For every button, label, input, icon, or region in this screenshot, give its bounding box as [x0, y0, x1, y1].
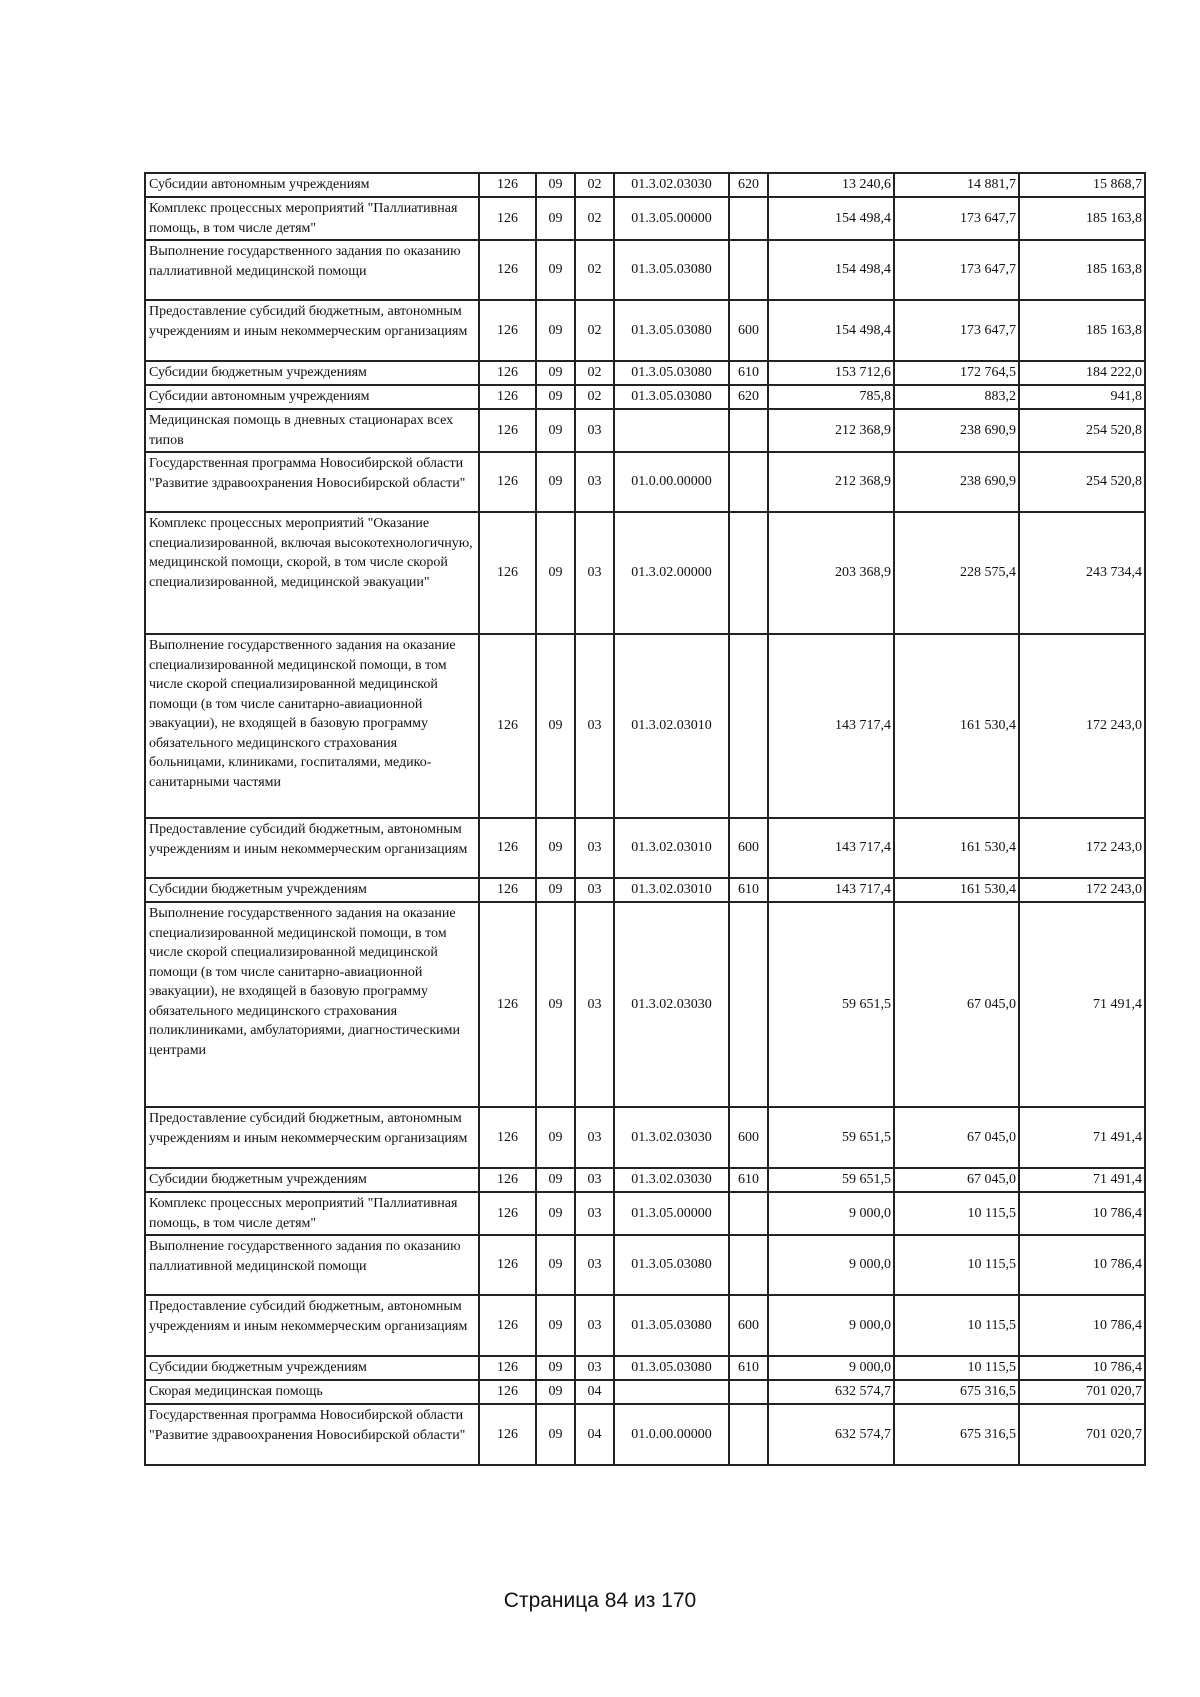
- row-amount-year2: 238 690,9: [894, 452, 1019, 512]
- row-amount-year3: 71 491,4: [1019, 1168, 1145, 1192]
- row-grbs: 126: [479, 1356, 536, 1380]
- row-pr: 04: [575, 1380, 614, 1404]
- row-amount-year1: 59 651,5: [768, 902, 894, 1107]
- row-vr: 600: [729, 1107, 768, 1168]
- row-name: Выполнение государственного задания по оказанию паллиативной медицинской помощи: [145, 1235, 479, 1295]
- row-rz: 09: [536, 385, 575, 409]
- row-amount-year3: 10 786,4: [1019, 1235, 1145, 1295]
- row-csr: 01.3.05.00000: [614, 1192, 729, 1235]
- row-grbs: 126: [479, 409, 536, 452]
- row-csr: 01.3.05.03080: [614, 385, 729, 409]
- row-rz: 09: [536, 878, 575, 902]
- table-row: [145, 1168, 1145, 1192]
- row-grbs: 126: [479, 1107, 536, 1168]
- row-amount-year3: 10 786,4: [1019, 1192, 1145, 1235]
- budget-table-body: [145, 173, 1145, 1465]
- row-csr: 01.3.05.03080: [614, 240, 729, 300]
- row-csr: 01.3.02.03030: [614, 173, 729, 197]
- row-amount-year1: 9 000,0: [768, 1235, 894, 1295]
- row-rz: 09: [536, 197, 575, 240]
- row-csr: 01.3.02.03030: [614, 1168, 729, 1192]
- table-row: [145, 1356, 1145, 1380]
- row-rz: 09: [536, 300, 575, 361]
- row-grbs: 126: [479, 240, 536, 300]
- row-amount-year1: 785,8: [768, 385, 894, 409]
- row-pr: 02: [575, 173, 614, 197]
- row-pr: 03: [575, 1356, 614, 1380]
- row-pr: 03: [575, 1295, 614, 1356]
- row-pr: 03: [575, 902, 614, 1107]
- row-amount-year3: 701 020,7: [1019, 1404, 1145, 1465]
- table-row: [145, 197, 1145, 240]
- table-row: [145, 1235, 1145, 1295]
- row-amount-year1: 9 000,0: [768, 1295, 894, 1356]
- row-csr: 01.3.05.03080: [614, 1356, 729, 1380]
- row-rz: 09: [536, 1295, 575, 1356]
- row-vr: [729, 240, 768, 300]
- row-csr: 01.3.02.03010: [614, 818, 729, 878]
- row-csr: 01.3.05.03080: [614, 1235, 729, 1295]
- table-row: [145, 902, 1145, 1107]
- row-name: Субсидии автономным учреждениям: [145, 173, 479, 197]
- row-name: Медицинская помощь в дневных стационарах всех типов: [145, 409, 479, 452]
- row-amount-year3: 184 222,0: [1019, 361, 1145, 385]
- row-vr: 620: [729, 173, 768, 197]
- row-amount-year2: 675 316,5: [894, 1404, 1019, 1465]
- row-grbs: 126: [479, 361, 536, 385]
- row-vr: 610: [729, 878, 768, 902]
- row-csr: 01.3.02.03030: [614, 902, 729, 1107]
- row-csr: 01.3.05.00000: [614, 197, 729, 240]
- row-amount-year1: 9 000,0: [768, 1356, 894, 1380]
- table-row: [145, 1404, 1145, 1465]
- row-amount-year2: 161 530,4: [894, 634, 1019, 818]
- row-amount-year1: 143 717,4: [768, 634, 894, 818]
- row-csr: 01.0.00.00000: [614, 452, 729, 512]
- row-amount-year1: 632 574,7: [768, 1404, 894, 1465]
- row-grbs: 126: [479, 818, 536, 878]
- row-pr: 02: [575, 240, 614, 300]
- row-amount-year2: 67 045,0: [894, 1168, 1019, 1192]
- row-grbs: 126: [479, 173, 536, 197]
- row-vr: 620: [729, 385, 768, 409]
- row-name: Комплекс процессных мероприятий "Паллиативная помощь, в том числе детям": [145, 197, 479, 240]
- row-vr: [729, 1235, 768, 1295]
- row-vr: [729, 512, 768, 634]
- row-grbs: 126: [479, 1380, 536, 1404]
- row-rz: 09: [536, 361, 575, 385]
- row-pr: 03: [575, 1168, 614, 1192]
- row-grbs: 126: [479, 634, 536, 818]
- row-csr: 01.3.05.03080: [614, 300, 729, 361]
- table-row: [145, 878, 1145, 902]
- row-name: Субсидии бюджетным учреждениям: [145, 878, 479, 902]
- row-amount-year3: 10 786,4: [1019, 1356, 1145, 1380]
- row-amount-year3: 172 243,0: [1019, 818, 1145, 878]
- row-amount-year3: 941,8: [1019, 385, 1145, 409]
- row-vr: 610: [729, 1356, 768, 1380]
- row-amount-year1: 9 000,0: [768, 1192, 894, 1235]
- row-csr: 01.0.00.00000: [614, 1404, 729, 1465]
- row-rz: 09: [536, 1235, 575, 1295]
- table-row: [145, 361, 1145, 385]
- row-rz: 09: [536, 1380, 575, 1404]
- row-amount-year2: 14 881,7: [894, 173, 1019, 197]
- row-csr: 01.3.02.03010: [614, 634, 729, 818]
- row-name: Государственная программа Новосибирской области "Развитие здравоохранения Новосибирской области": [145, 452, 479, 512]
- row-pr: 03: [575, 818, 614, 878]
- row-csr: 01.3.02.00000: [614, 512, 729, 634]
- row-amount-year2: 172 764,5: [894, 361, 1019, 385]
- row-csr: 01.3.05.03080: [614, 1295, 729, 1356]
- row-pr: 02: [575, 197, 614, 240]
- table-row: [145, 634, 1145, 818]
- row-amount-year1: 13 240,6: [768, 173, 894, 197]
- row-name: Предоставление субсидий бюджетным, автономным учреждениям и иным некоммерческим организациям: [145, 1107, 479, 1168]
- row-grbs: 126: [479, 878, 536, 902]
- row-csr: 01.3.02.03010: [614, 878, 729, 902]
- row-rz: 09: [536, 409, 575, 452]
- row-name: Субсидии бюджетным учреждениям: [145, 1168, 479, 1192]
- row-amount-year2: 10 115,5: [894, 1192, 1019, 1235]
- table-row: [145, 173, 1145, 197]
- row-amount-year2: 67 045,0: [894, 1107, 1019, 1168]
- row-amount-year3: 243 734,4: [1019, 512, 1145, 634]
- table-row: [145, 385, 1145, 409]
- row-grbs: 126: [479, 385, 536, 409]
- row-vr: [729, 902, 768, 1107]
- row-vr: [729, 197, 768, 240]
- row-pr: 02: [575, 361, 614, 385]
- row-amount-year2: 161 530,4: [894, 818, 1019, 878]
- row-amount-year2: 238 690,9: [894, 409, 1019, 452]
- row-amount-year2: 67 045,0: [894, 902, 1019, 1107]
- row-name: Субсидии автономным учреждениям: [145, 385, 479, 409]
- table-row: [145, 452, 1145, 512]
- row-rz: 09: [536, 452, 575, 512]
- row-amount-year2: 173 647,7: [894, 240, 1019, 300]
- row-rz: 09: [536, 902, 575, 1107]
- row-vr: 610: [729, 361, 768, 385]
- row-amount-year3: 185 163,8: [1019, 300, 1145, 361]
- row-name: Выполнение государственного задания по оказанию паллиативной медицинской помощи: [145, 240, 479, 300]
- row-amount-year1: 154 498,4: [768, 240, 894, 300]
- row-name: Выполнение государственного задания на оказание специализированной медицинской помощи, в том числе скорой специализированной медицинской помощи (в том числе санитарно-авиационной эвакуации), не входящей в базовую программу обязательного медицинского страхования больницами, клиниками, госпиталями, медико-санитарными частями: [145, 634, 479, 818]
- row-rz: 09: [536, 1192, 575, 1235]
- row-amount-year3: 10 786,4: [1019, 1295, 1145, 1356]
- row-name: Предоставление субсидий бюджетным, автономным учреждениям и иным некоммерческим организациям: [145, 818, 479, 878]
- row-grbs: 126: [479, 1192, 536, 1235]
- row-csr: 01.3.05.03080: [614, 361, 729, 385]
- row-amount-year1: 153 712,6: [768, 361, 894, 385]
- row-pr: 03: [575, 452, 614, 512]
- table-row: [145, 512, 1145, 634]
- row-grbs: 126: [479, 1168, 536, 1192]
- row-grbs: 126: [479, 512, 536, 634]
- row-rz: 09: [536, 240, 575, 300]
- row-amount-year2: 228 575,4: [894, 512, 1019, 634]
- row-name: Субсидии бюджетным учреждениям: [145, 361, 479, 385]
- row-name: Выполнение государственного задания на оказание специализированной медицинской помощи, в том числе скорой специализированной медицинской помощи (в том числе санитарно-авиационной эвакуации), не входящей в базовую программу обязательного медицинского страхования поликлиниками, амбулаториями, диагностическими центрами: [145, 902, 479, 1107]
- row-amount-year3: 71 491,4: [1019, 1107, 1145, 1168]
- row-grbs: 126: [479, 197, 536, 240]
- row-amount-year2: 10 115,5: [894, 1295, 1019, 1356]
- row-name: Предоставление субсидий бюджетным, автономным учреждениям и иным некоммерческим организациям: [145, 1295, 479, 1356]
- row-vr: [729, 1192, 768, 1235]
- row-amount-year2: 10 115,5: [894, 1235, 1019, 1295]
- row-rz: 09: [536, 512, 575, 634]
- table-row: [145, 409, 1145, 452]
- table-row: [145, 300, 1145, 361]
- page-number: Страница 84 из 170: [503, 1589, 697, 1612]
- row-pr: 02: [575, 300, 614, 361]
- row-name: Государственная программа Новосибирской области "Развитие здравоохранения Новосибирской области": [145, 1404, 479, 1465]
- table-row: [145, 1107, 1145, 1168]
- row-amount-year2: 173 647,7: [894, 197, 1019, 240]
- row-vr: 600: [729, 300, 768, 361]
- row-csr: 01.3.02.03030: [614, 1107, 729, 1168]
- row-amount-year3: 254 520,8: [1019, 452, 1145, 512]
- row-pr: 03: [575, 1192, 614, 1235]
- row-grbs: 126: [479, 452, 536, 512]
- row-vr: [729, 409, 768, 452]
- row-amount-year3: 254 520,8: [1019, 409, 1145, 452]
- row-amount-year3: 71 491,4: [1019, 902, 1145, 1107]
- row-rz: 09: [536, 1356, 575, 1380]
- row-amount-year2: 161 530,4: [894, 878, 1019, 902]
- row-amount-year2: 675 316,5: [894, 1380, 1019, 1404]
- row-pr: 03: [575, 512, 614, 634]
- row-amount-year3: 172 243,0: [1019, 634, 1145, 818]
- row-pr: 03: [575, 409, 614, 452]
- row-grbs: 126: [479, 1404, 536, 1465]
- row-rz: 09: [536, 1168, 575, 1192]
- row-grbs: 126: [479, 1295, 536, 1356]
- row-pr: 04: [575, 1404, 614, 1465]
- row-vr: 610: [729, 1168, 768, 1192]
- row-vr: [729, 634, 768, 818]
- row-vr: 600: [729, 1295, 768, 1356]
- row-csr: [614, 409, 729, 452]
- row-pr: 03: [575, 1107, 614, 1168]
- row-amount-year1: 154 498,4: [768, 197, 894, 240]
- row-amount-year1: 143 717,4: [768, 818, 894, 878]
- row-amount-year2: 173 647,7: [894, 300, 1019, 361]
- row-rz: 09: [536, 173, 575, 197]
- row-amount-year1: 203 368,9: [768, 512, 894, 634]
- row-pr: 03: [575, 878, 614, 902]
- row-name: Комплекс процессных мероприятий "Паллиативная помощь, в том числе детям": [145, 1192, 479, 1235]
- row-pr: 03: [575, 634, 614, 818]
- row-amount-year3: 701 020,7: [1019, 1380, 1145, 1404]
- row-vr: [729, 1404, 768, 1465]
- row-amount-year3: 185 163,8: [1019, 240, 1145, 300]
- row-amount-year1: 154 498,4: [768, 300, 894, 361]
- row-amount-year3: 15 868,7: [1019, 173, 1145, 197]
- row-rz: 09: [536, 1107, 575, 1168]
- row-rz: 09: [536, 1404, 575, 1465]
- row-grbs: 126: [479, 300, 536, 361]
- row-csr: [614, 1380, 729, 1404]
- row-amount-year1: 632 574,7: [768, 1380, 894, 1404]
- table-row: [145, 1380, 1145, 1404]
- row-name: Предоставление субсидий бюджетным, автономным учреждениям и иным некоммерческим организациям: [145, 300, 479, 361]
- row-amount-year3: 185 163,8: [1019, 197, 1145, 240]
- row-rz: 09: [536, 634, 575, 818]
- table-row: [145, 818, 1145, 878]
- row-amount-year1: 212 368,9: [768, 409, 894, 452]
- row-amount-year1: 59 651,5: [768, 1107, 894, 1168]
- row-name: Скорая медицинская помощь: [145, 1380, 479, 1404]
- row-name: Комплекс процессных мероприятий "Оказание специализированной, включая высокотехнологичную, медицинской помощи, скорой, в том числе скорой специализированной, медицинской эвакуации": [145, 512, 479, 634]
- row-rz: 09: [536, 818, 575, 878]
- row-name: Субсидии бюджетным учреждениям: [145, 1356, 479, 1380]
- row-grbs: 126: [479, 902, 536, 1107]
- row-grbs: 126: [479, 1235, 536, 1295]
- row-vr: [729, 452, 768, 512]
- row-amount-year2: 883,2: [894, 385, 1019, 409]
- budget-table: [144, 172, 1146, 1466]
- row-amount-year1: 212 368,9: [768, 452, 894, 512]
- row-amount-year3: 172 243,0: [1019, 878, 1145, 902]
- table-row: [145, 240, 1145, 300]
- table-row: [145, 1295, 1145, 1356]
- row-vr: 600: [729, 818, 768, 878]
- row-vr: [729, 1380, 768, 1404]
- row-amount-year1: 143 717,4: [768, 878, 894, 902]
- row-pr: 02: [575, 385, 614, 409]
- row-amount-year1: 59 651,5: [768, 1168, 894, 1192]
- table-row: [145, 1192, 1145, 1235]
- row-pr: 03: [575, 1235, 614, 1295]
- row-amount-year2: 10 115,5: [894, 1356, 1019, 1380]
